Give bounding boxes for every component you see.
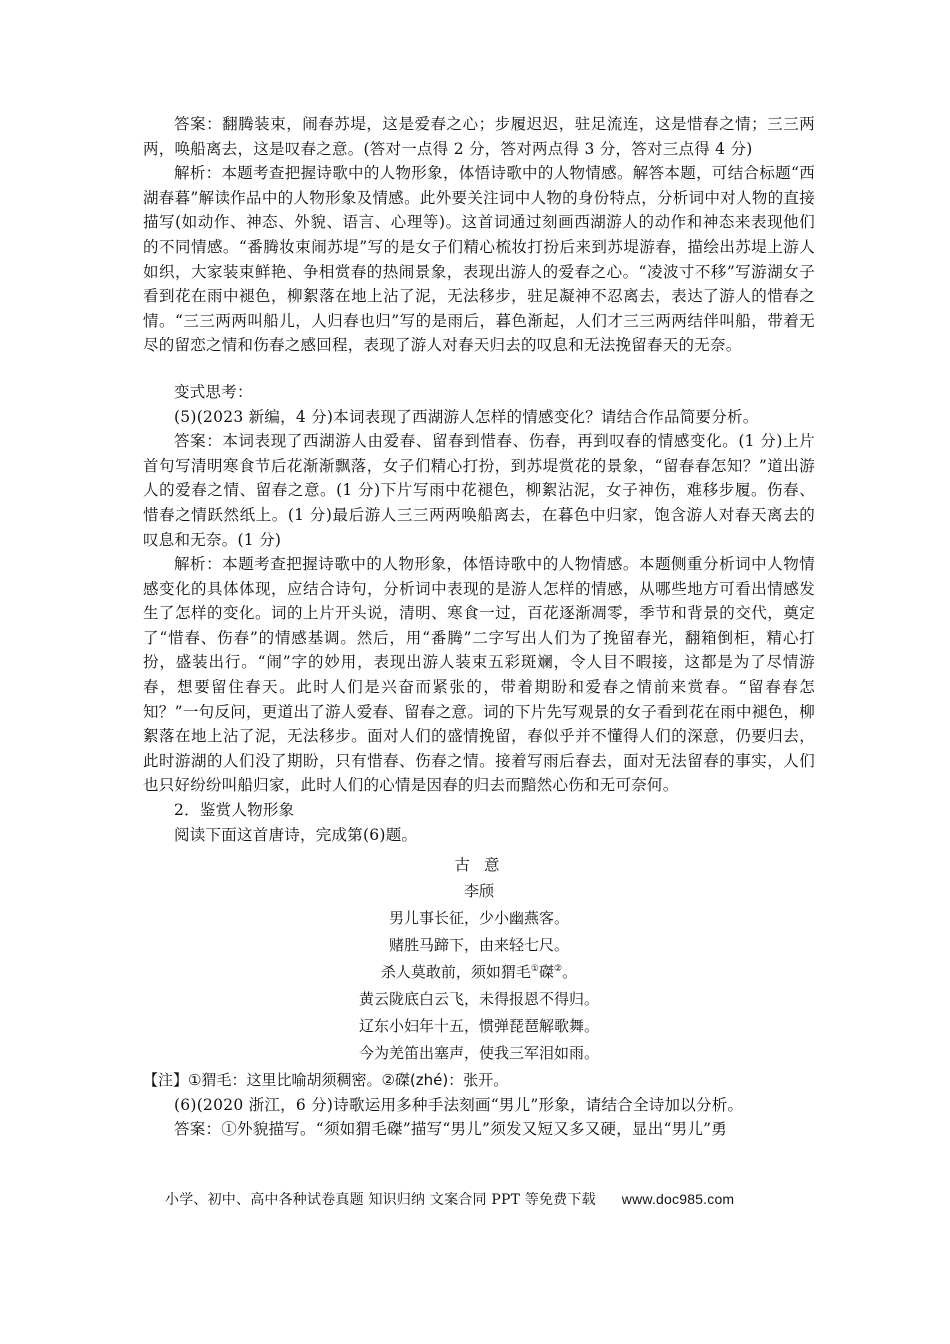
analysis-paragraph-2 [143,552,815,798]
poem-author: 李颀 [463,881,494,900]
spacer [143,358,815,380]
document-body [143,112,815,1142]
analysis-label: 解析： [174,164,222,183]
analysis-label: 解析： [174,555,223,574]
section-heading: 2．鉴赏人物形象 [174,801,295,820]
answer-text: 翻腾装束，闹春苏堤，这是爱春之心；步履迟迟，驻足流连，这是惜春之情；三三两两，唤船离去，这是叹春之意。(答对一点得 2 分，答对两点得 3 分，答对三点得 4 分) [143,115,815,158]
answer-text: 本词表现了西湖游人由爱春、留春到惜春、伤春，再到叹春的情感变化。(1 分)上片首句写清明寒食节后花渐渐飘落，女子们精心打扮，到苏堤赏花的景象，“留春春怎知？”道出游人的爱春之情、留春之意。(1 分)下片写雨中花褪色，柳絮沾泥，女子神伤，难移步履。伤春、惜春之情跃然纸上。(1 分)最后游人三三两两唤船离去，在暮色中归家，饱含游人对春天离去的叹息和无奈。(1 分) [143,432,815,549]
poem-line-3 [143,959,815,986]
poem-line-3-text: 杀人莫敢前，须如猬毛 [380,962,531,981]
footnote-mark-1: ① [530,963,539,974]
section-intro: 阅读下面这首唐诗，完成第(6)题。 [174,825,418,844]
variant-question: (5)(2023 新编，4 分)本词表现了西湖游人怎样的情感变化？请结合作品简要分析。 [174,407,759,426]
answer-paragraph-1 [143,112,815,161]
footer-text: 小学、初中、高中各种试卷真题 知识归纳 文案合同 PPT 等免费下载 [165,1192,596,1208]
footnote-mark-2: ② [554,963,563,974]
poem-line-1: 男儿事长征，少小幽燕客。 [388,908,569,927]
poem-line-2: 赌胜马蹄下，由来轻七尺。 [388,935,569,954]
analysis-text: 本题考查把握诗歌中的人物形象，体悟诗歌中的人物情感。本题侧重分析词中人物情感变化的具体体现，应结合诗句，分析词中表现的是游人怎样的情感，从哪些地方可看出情感发生了怎样的变化。词的上片开头说，清明、寒食一过，百花逐渐凋零，季节和背景的交代，奠定了“惜春、伤春”的情感基调。然后，用“番腾”二字写出人们为了挽留春光，翻箱倒柜，精心打扮，盛装出行。“闹”字的妙用，表现出游人装束五彩斑斓，令人目不暇接，这都是为了尽情游春，想要留住春天。此时人们是兴奋而紧张的，带着期盼和爱春之情前来赏春。“留春春怎知？”一句反问，更道出了游人爱春、留春之意。词的下片先写观景的女子看到花在雨中褪色，柳絮落在地上沾了泥，无法移步。面对人们的盛情挽留，春似乎并不懂得人们的深意，仍要归去，此时游湖的人们没了期盼，只有惜春、伤春之情。接着写雨后春去，面对无法留春的事实，人们也只好纷纷叫船归家，此时人们的心情是因春的归去而黯然心伤和无可奈何。 [143,555,815,795]
variant-heading: 变式思考： [174,382,253,401]
poem-line-3-word: 磔 [538,962,554,981]
poem-note: 【注】①猬毛：这里比喻胡须稠密。②磔(zhé)：张开。 [143,1070,509,1089]
analysis-text: 本题考查把握诗歌中的人物形象，体悟诗歌中的人物情感。解答本题，可结合标题“西湖春暮”解读作品中的人物形象及情感。此外要关注词中人物的身份特点，分析词中对人物的直接描写(如动作、神态、外貌、语言、心理等)。这首词通过刻画西湖游人的动作和神态来表现他们的不同情感。“番腾妆束闹苏堤”写的是女子们精心梳妆打扮后来到苏堤游春，描绘出苏堤上游人如织，大家装束鲜艳、争相赏春的热闹景象，表现出游人的爱春之心。“凌波寸不移”写游湖女子看到花在雨中褪色，柳絮落在地上沾了泥，无法移步，驻足凝神不忍离去，表达了游人的惜春之情。“三三两两叫船儿，人归春也归”写的是雨后，暮色渐起，人们才三三两两结伴叫船，带着无尽的留恋之情和伤春之感回程，表现了游人对春天归去的叹息和无法挽留春天的无奈。 [143,164,815,355]
answer-paragraph-2 [143,429,815,552]
answer-paragraph-3 [143,1117,815,1142]
poem-title: 古意 [454,856,514,875]
analysis-paragraph-1 [143,161,815,358]
answer-text: ①外貌描写。“须如猬毛磔”描写“男儿”须发又短又多又硬，显出“男儿”勇 [221,1120,728,1139]
poem-line-4: 黄云陇底白云飞，未得报恩不得归。 [358,989,599,1008]
answer-label: 答案： [174,1120,222,1139]
poem-line-5: 辽东小妇年十五，惯弹琵琶解歌舞。 [358,1016,599,1035]
footer-url[interactable]: www.doc985.com [621,1191,735,1207]
answer-label: 答案： [174,115,223,133]
poem-line-6: 今为羌笛出塞声，使我三军泪如雨。 [358,1043,599,1062]
answer-label: 答案： [174,432,223,451]
poem-line-3-end: 。 [562,962,578,981]
page-footer [165,1189,805,1210]
question-6: (6)(2020 浙江，6 分)诗歌运用多种手法刻画“男儿”形象，请结合全诗加以分析。 [174,1095,744,1114]
